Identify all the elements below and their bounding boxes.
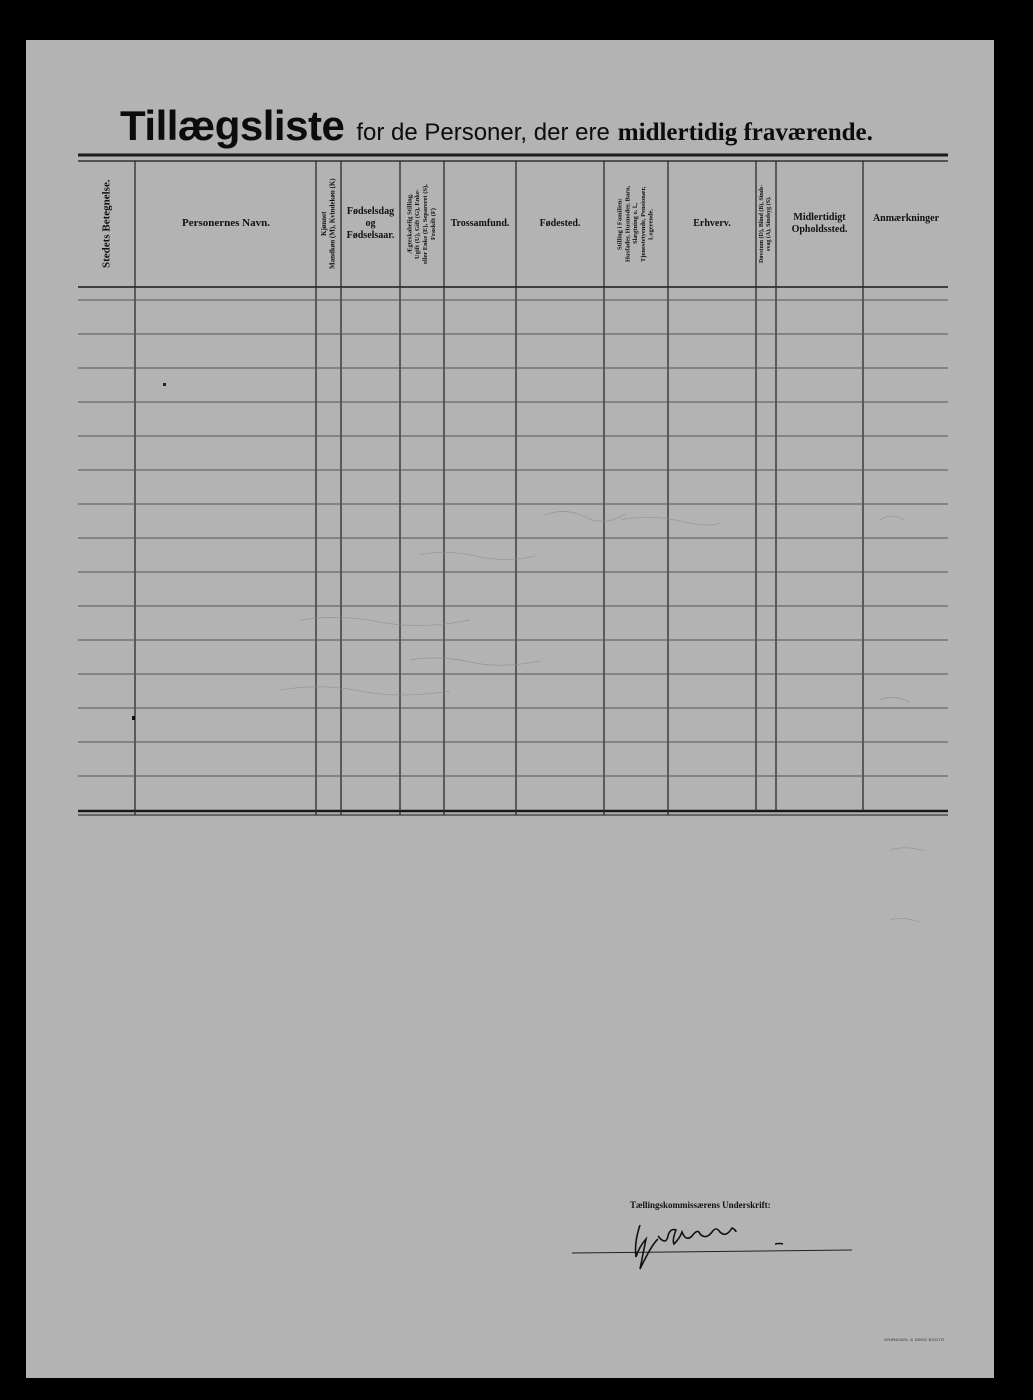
col-label-personernes-navn: Personernes Navn. <box>182 217 270 230</box>
col-label-aegteskabelig-stilling: Ægteskabelig Stilling. Ugift (U), Gift (G), Enke- eller Enke (E), Separeret (S), Fraskilt (F) <box>406 184 437 264</box>
col-label-stedets-betegnelse: Stedets Betegnelse. <box>100 179 113 269</box>
col-label-fodested: Fødested. <box>539 218 581 229</box>
signature-scrawl <box>636 1225 784 1269</box>
col-header-dovstum <box>757 165 775 283</box>
title-bold: midlertidig fraværende. <box>617 119 873 146</box>
col-label-anmaerkninger: Anmærkninger <box>872 213 940 224</box>
col-label-stilling-i-familien: Stilling i Familien: Husfader, Husmoder, Barn, Slægtning o. l., Tjenestetyende, Pensionær, Logerende. <box>616 185 655 263</box>
col-header-stilling-i-familien <box>605 165 667 283</box>
col-header-stedets-betegnelse <box>84 165 130 283</box>
title-main: Tillægsliste <box>120 102 345 149</box>
col-header-anmaerkninger <box>864 165 948 283</box>
printer-mark: GRØNDAHL & SØNS BOGTR. <box>884 1337 946 1342</box>
col-label-opholdssted: Midlertidigt Opholdssted. <box>791 212 848 235</box>
col-header-trossamfund <box>445 165 515 283</box>
col-header-kjonnet <box>317 165 340 283</box>
col-header-fodested <box>517 165 603 283</box>
title-middle: for de Personer, der ere <box>356 119 610 146</box>
col-label-kjonnet: Kjønnet Mandkøn (M), Kvindekøn (K) <box>320 178 337 270</box>
col-header-personernes-navn <box>137 165 315 283</box>
col-label-erhverv: Erhverv. <box>693 218 731 229</box>
signature-label: Tællingskommissærens Underskrift: <box>630 1200 771 1210</box>
col-header-aegteskabelig-stilling <box>401 165 443 283</box>
col-header-opholdssted <box>777 165 862 283</box>
col-header-erhverv <box>669 165 755 283</box>
col-label-fodselsdag: Fødselsdag og Fødselsaar. <box>346 206 395 241</box>
col-label-dovstum: Døvstum (D), Blind (B), Sinds- svag (A), Sindsyg (S). <box>758 184 772 264</box>
col-header-fodselsdag <box>342 165 399 283</box>
col-label-trossamfund: Trossamfund. <box>450 218 510 229</box>
